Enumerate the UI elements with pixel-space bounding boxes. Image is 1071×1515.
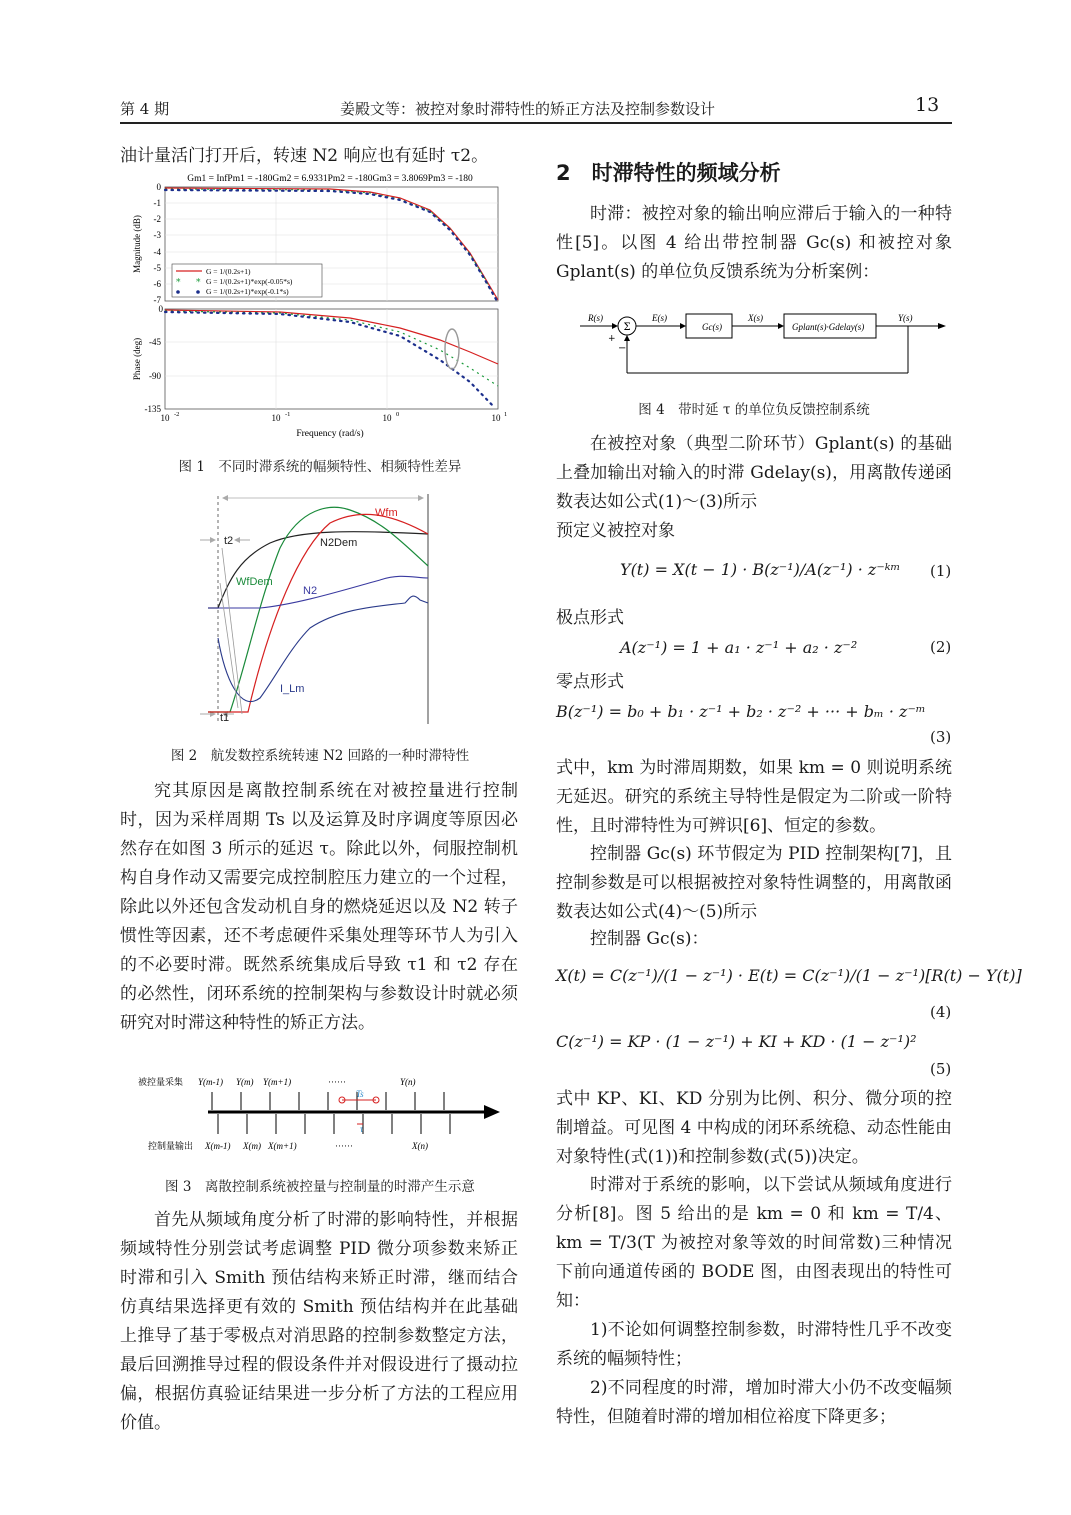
right-paragraph-6: 时滞对于系统的影响，以下尝试从频域角度进行分析[8]。图 5 给出的是 km = 0 和 km = T/4、km = T/3(T 为被控对象等效的时间常数)三种情况下前向通道传函的 BODE 图，由图表现出的特性可知： (556, 1175, 952, 1311)
right-paragraph-4: 控制器 Gc(s) 环节假定为 PID 控制架构[7]，且控制参数是可以根据被控对象特性调整的，用离散函数表达如公式(4)～(5)所示 (556, 844, 952, 922)
svg-text:-5: -5 (153, 263, 161, 273)
equation-5-number: (5) (930, 1060, 952, 1078)
svg-text:-135: -135 (144, 404, 161, 414)
svg-text:X(m-1): X(m-1) (205, 1141, 231, 1151)
svg-text:0: 0 (396, 411, 400, 418)
svg-text:-6: -6 (153, 279, 161, 289)
right-paragraph-3: 式中，km 为时滞周期数，如果 km = 0 则说明系统无延迟。研究的系统主导特性是假定为二阶或一阶特性，且时滞特性为可辨识[6]、恒定的参数。 (556, 758, 952, 836)
svg-text:Σ: Σ (623, 322, 631, 333)
running-title: 姜殿文等：被控对象时滞特性的矫正方法及控制参数设计 (340, 100, 716, 118)
label-t2: t2 (224, 535, 234, 547)
svg-text:-4: -4 (153, 247, 161, 257)
equation-1-number: (1) (930, 562, 952, 580)
svg-text:······: ······ (328, 1077, 346, 1087)
legend-item-1: G = 1/(0.2s+1) (206, 267, 251, 276)
equation-3-number: (3) (930, 728, 952, 746)
svg-text:X(n): X(n) (412, 1141, 428, 1151)
equation-4: X(t) = C(z⁻¹)/(1 − z⁻¹) · E(t) = C(z⁻¹)/(1 − z⁻¹)[R(t) − Y(t)] (556, 966, 1022, 985)
equation-1: Y(t) = X(t − 1) · B(z⁻¹)/A(z⁻¹) · z⁻ᵏᵐ (620, 560, 901, 579)
svg-text:X(m+1): X(m+1) (268, 1141, 297, 1151)
svg-text:Y(m-1): Y(m-1) (198, 1077, 223, 1087)
svg-text:-2: -2 (174, 411, 180, 418)
figure-4-block-diagram (580, 305, 950, 385)
fig3-bottom-label: 控制量输出 (148, 1141, 194, 1151)
svg-text:Gplant(s)·Gdelay(s): Gplant(s)·Gdelay(s) (792, 322, 865, 332)
svg-text:10: 10 (160, 413, 170, 423)
svg-text:Ts: Ts (356, 1089, 364, 1099)
svg-text:-1: -1 (153, 198, 161, 208)
svg-text:-45: -45 (149, 337, 161, 347)
label-n2: N2 (303, 585, 318, 597)
label-t1: t1 (220, 712, 230, 724)
header-rule (120, 122, 952, 124)
svg-text:*: * (196, 278, 201, 288)
svg-text:*: * (176, 278, 181, 288)
fig1-caption: 图 1 不同时滞系统的幅频特性、相频特性差异 (178, 459, 462, 475)
left-top-line: 油计量活门打开后，转速 N2 响应也有延时 τ2。 (120, 146, 489, 166)
svg-text:······: ······ (335, 1141, 353, 1151)
curve-ilm (218, 596, 428, 701)
svg-text:Y(m+1): Y(m+1) (263, 1077, 292, 1087)
fig1-xlabel: Frequency (rad/s) (296, 429, 364, 439)
label-ilm: I_Lm (280, 683, 305, 695)
svg-text:-7: -7 (153, 295, 161, 305)
svg-text:R(s): R(s) (588, 313, 603, 323)
right-paragraph-1: 时滞：被控对象的输出响应滞后于输入的一种特性[5]。以图 4 给出带控制器 Gc(s) 和被控对象 Gplant(s) 的单位负反馈系统为分析案例： (556, 204, 952, 282)
svg-text:1: 1 (504, 411, 508, 418)
right-label-predefine: 预定义被控对象 (556, 521, 675, 541)
svg-text:0: 0 (158, 304, 163, 314)
left-paragraph-1: 究其原因是离散控制系统在对被控量进行控制时，因为采样周期 Ts 以及运算及时序调度等原因必然存在如图 3 所示的延迟 τ。除此以外，伺服控制机构自身作动又需要完成控制腔压力建立的一个过程，除此以外还包含发动机自身的燃烧延迟以及 N2 转子惯性等因素，还不考虑硬件采集处理等环节人为引入的不必要时滞。既然系统集成后导致 τ1 和 τ2 存在的必然性，闭环系统的控制架构与参数设计时就必须研究对时滞这种特性的矫正方法。 (120, 781, 518, 1033)
curve-wfdem (208, 507, 428, 712)
svg-text:−: − (618, 343, 627, 354)
right-paragraph-2: 在被控对象（典型二阶环节）Gplant(s) 的基础上叠加输出对输入的时滞 Gdelay(s)，用离散传递函数表达如公式(1)～(3)所示 (556, 434, 952, 512)
svg-text:0: 0 (156, 182, 161, 192)
equation-5: C(z⁻¹) = KP · (1 − z⁻¹) + KI + KD · (1 − z⁻¹)² (556, 1032, 917, 1051)
svg-text:-1: -1 (285, 411, 291, 418)
right-paragraph-8: 2)不同程度的时滞，增加时滞大小仍不改变幅频特性，但随着时滞的增加相位裕度下降更多； (556, 1378, 952, 1427)
equation-2: A(z⁻¹) = 1 + a₁ · z⁻¹ + a₂ · z⁻² (620, 638, 858, 657)
svg-text:-2: -2 (153, 214, 161, 224)
svg-text:X(m): X(m) (243, 1141, 261, 1151)
label-n2dem: N2Dem (320, 537, 358, 549)
equation-2-number: (2) (930, 638, 952, 656)
fig3-caption: 图 3 离散控制系统被控量与控制量的时滞产生示意 (165, 1179, 475, 1195)
label-wfm: Wfm (375, 507, 398, 519)
svg-text:Y(s): Y(s) (898, 313, 913, 323)
svg-text:+: + (608, 334, 616, 344)
svg-text:X(s): X(s) (748, 313, 763, 323)
svg-text:10: 10 (382, 413, 392, 423)
svg-text:10: 10 (491, 413, 501, 423)
equation-3: B(z⁻¹) = b₀ + b₁ · z⁻¹ + b₂ · z⁻² + ··· + bₘ · z⁻ᵐ (556, 702, 926, 721)
svg-text:10: 10 (271, 413, 281, 423)
svg-text:-90: -90 (149, 371, 161, 381)
right-paragraph-7: 1)不论如何调整控制参数，时滞特性几乎不改变系统的幅频特性； (556, 1320, 952, 1369)
curve-wfm (208, 514, 428, 712)
right-paragraph-5: 式中 KP、KI、KD 分别为比例、积分、微分项的控制增益。可见图 4 中构成的闭环系统稳、动态性能由对象特性(式(1))和控制参数(式(5))决定。 (556, 1089, 952, 1167)
fig1-ylabel-mag: Magnitude (dB) (132, 215, 142, 273)
section-heading: 2 时滞特性的频域分析 (556, 161, 781, 185)
figure-2-time-delay (200, 488, 440, 728)
fig3-top-label: 被控量采集 (138, 1077, 184, 1087)
page-number: 13 (915, 94, 940, 116)
right-label-pole: 极点形式 (556, 608, 624, 628)
svg-text:Gc(s): Gc(s) (702, 322, 722, 332)
svg-text:Y(m): Y(m) (236, 1077, 254, 1087)
legend-item-2: G = 1/(0.2s+1)*exp(-0.05*s) (206, 277, 293, 286)
left-paragraph-2: 首先从频域角度分析了时滞的影响特性，并根据频域特性分别尝试考虑调整 PID 微分项参数来矫正时滞和引入 Smith 预估结构来矫正时滞，继而结合仿真结果选择更有效的 Smith 预估结构并在此基础上推导了基于零极点对消思路的控制参数整定方法，最后回溯推导过程的假设条件并对假设进行了摄动拉偏，根据仿真验证结果进一步分析了方法的工程应用价值。 (120, 1210, 518, 1433)
equation-4-number: (4) (930, 1003, 952, 1021)
label-wfdem: WfDem (236, 576, 273, 588)
svg-text:-3: -3 (153, 230, 161, 240)
svg-text:E(s): E(s) (652, 313, 667, 323)
right-label-zero: 零点形式 (556, 672, 624, 692)
legend-item-3: G = 1/(0.2s+1)*exp(-0.1*s) (206, 287, 289, 296)
right-label-controller: 控制器 Gc(s)： (590, 929, 709, 949)
svg-text:Y(n): Y(n) (400, 1077, 416, 1087)
journal-issue: 第 4 期 (120, 100, 170, 118)
fig1-ylabel-phase: Phase (deg) (132, 337, 142, 381)
fig1-title: Gm1 = InfPm1 = -180Gm2 = 6.9331Pm2 = -180Gm3 = 3.8069Pm3 = -180 (187, 174, 473, 184)
figure-3-sampling (130, 1072, 510, 1162)
phase-panel (165, 309, 498, 409)
figure-1-bode (130, 168, 515, 443)
fig2-caption: 图 2 航发数控系统转速 N2 回路的一种时滞特性 (170, 748, 470, 764)
fig4-caption: 图 4 带时延 τ 的单位负反馈控制系统 (638, 402, 870, 418)
svg-text:τ: τ (360, 1124, 364, 1134)
